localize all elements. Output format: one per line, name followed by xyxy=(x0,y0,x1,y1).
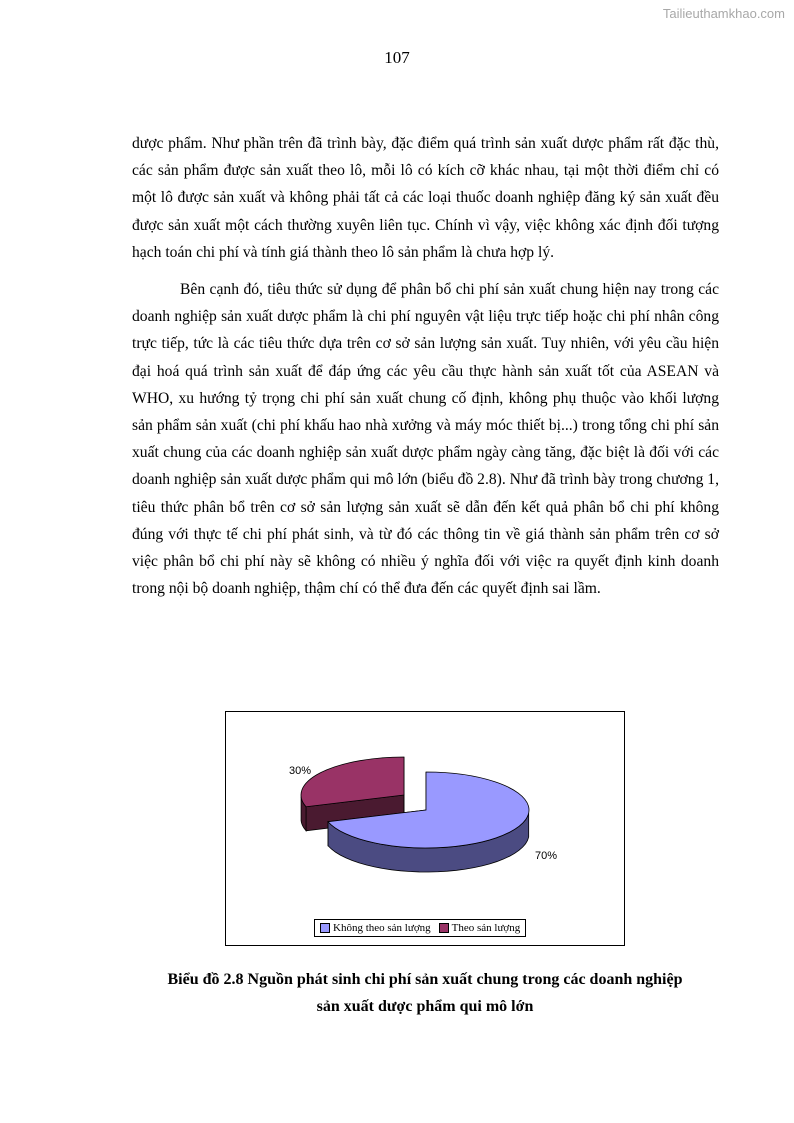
legend-label-theo-san-luong: Theo sản lượng xyxy=(451,922,521,934)
watermark: Tailieuthamkhao.com xyxy=(662,6,785,21)
paragraph-1: dược phẩm. Như phần trên đã trình bày, đặc điểm quá trình sản xuất dược phẩm rất đặc thù, các sản phẩm được sản xuất theo lô, mỗi lô có kích cỡ khác nhau, tại một thời điểm chỉ có một lô được sản xuất và không phải tất cả các loại thuốc doanh nghiệp đăng ký sản xuất đều được sản xuất một cách thường xuyên liên tục. Chính vì vậy, việc không xác định đối tượng hạch toán chi phí và tính giá thành theo lô sản phẩm là chưa hợp lý. xyxy=(132,135,719,261)
legend-swatch-khong-theo-san-luong xyxy=(320,923,330,933)
paragraph-2: Bên cạnh đó, tiêu thức sử dụng để phân bổ chi phí sản xuất chung hiện nay trong các doanh nghiệp sản xuất dược phẩm là chi phí nguyên vật liệu trực tiếp hoặc chi phí nhân công trực tiếp, tức là các tiêu thức dựa trên cơ sở sản lượng sản xuất. Tuy nhiên, với yêu cầu hiện đại hoá quá trình sản xuất để đáp ứng các yêu cầu thực hành sản xuất tốt của ASEAN và WHO, xu hướng tỷ trọng chi phí sản xuất chung cố định, không phụ thuộc vào khối lượng sản phẩm sản xuất (chi phí khấu hao nhà xưởng và máy móc thiết bị...) trong tổng chi phí sản xuất chung của các doanh nghiệp sản xuất dược phẩm ngày càng tăng, đặc biệt là đối với các doanh nghiệp sản xuất dược phẩm qui mô lớn (biểu đồ 2.8). Như đã trình bày trong chương 1, tiêu thức phân bổ trên cơ sở sản lượng sản xuất sẽ dẫn đến kết quả phân bổ chi phí không đúng với thực tế chi phí phát sinh, và từ đó các thông tin về giá thành sản phẩm trên cơ sở việc phân bổ chi phí này sẽ không có nhiều ý nghĩa đối với việc ra quyết định kinh doanh trong nội bộ doanh nghiệp, thậm chí có thể đưa đến các quyết định sai lầm. xyxy=(132,281,719,598)
slice-label-theo-san-luong: 30% xyxy=(289,765,312,777)
caption-line-2: sản xuất dược phẩm qui mô lớn xyxy=(316,998,534,1015)
chart-legend xyxy=(314,919,526,937)
page-number: 107 xyxy=(384,48,410,67)
pie-chart xyxy=(225,711,625,946)
caption-line-1: Biểu đồ 2.8 Nguồn phát sinh chi phí sản xuất chung trong các doanh nghiệp xyxy=(167,971,683,988)
figure-caption xyxy=(0,966,794,1020)
legend-label-khong-theo-san-luong: Không theo sản lượng xyxy=(333,922,431,934)
body-text xyxy=(132,130,719,602)
legend-item-theo-san-luong xyxy=(439,922,521,934)
pie-chart-canvas xyxy=(226,712,623,944)
slice-label-khong-theo-san-luong: 70% xyxy=(535,850,558,862)
legend-swatch-theo-san-luong xyxy=(439,923,449,933)
legend-item-khong-theo-san-luong xyxy=(320,922,431,934)
